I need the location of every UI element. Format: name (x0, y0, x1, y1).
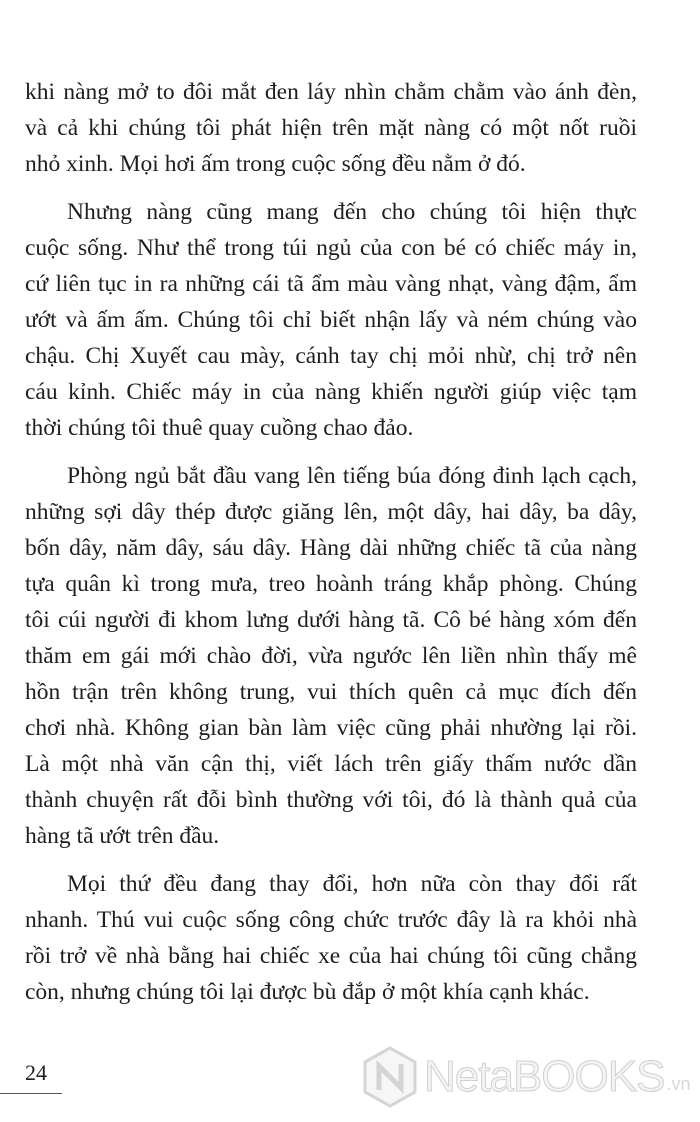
text-line: khi nàng mở to đôi mắt đen láy nhìn chằm chằm vào ánh đèn, (25, 79, 637, 105)
page-number: 24 (25, 1060, 47, 1085)
paragraph (25, 74, 637, 182)
text-line: Phòng ngủ bắt đầu vang lên tiếng búa đóng đinh lạch cạch, (67, 463, 637, 489)
text-line: và cả khi chúng tôi phát hiện trên mặt nàng có một nốt ruồi (25, 115, 637, 141)
text-line: hồn trận trên không trung, vui thích quên cả mục đích đến (25, 679, 637, 705)
text-line: Là một nhà văn cận thị, viết lách trên giấy thấm nước dần (25, 751, 637, 777)
text-line: ướt và ấm ấm. Chúng tôi chỉ biết nhận lấy và ném chúng vào (25, 307, 637, 333)
text-line: tôi cúi người đi khom lưng dưới hàng tã. Cô bé hàng xóm đến (25, 607, 637, 633)
text-line: nhỏ xinh. Mọi hơi ấm trong cuộc sống đều nằm ở đó. (25, 151, 526, 177)
text-line: Nhưng nàng cũng mang đến cho chúng tôi hiện thực (67, 199, 637, 225)
text-line: cứ liên tục in ra những cái tã ẩm màu vàng nhạt, vàng đậm, ẩm (25, 271, 637, 297)
text-line: tựa quân kì trong mưa, treo hoành tráng khắp phòng. Chúng (25, 571, 637, 597)
paragraph (25, 194, 637, 446)
text-line: rồi trở về nhà bằng hai chiếc xe của hai chúng tôi cũng chẳng (25, 943, 637, 969)
text-line: còn, nhưng chúng tôi lại được bù đắp ở một khía cạnh khác. (25, 979, 590, 1005)
text-line: nhanh. Thú vui cuộc sống công chức trước đây là ra khỏi nhà (25, 907, 637, 933)
text-line: cáu kỉnh. Chiếc máy in của nàng khiến người giúp việc tạm (25, 379, 637, 405)
text-line: chậu. Chị Xuyết cau mày, cánh tay chị mỏi nhừ, chị trở nên (25, 343, 637, 369)
page-body (25, 74, 637, 1022)
text-line: cuộc sống. Như thể trong túi ngủ của con bé có chiếc máy in, (25, 235, 637, 261)
text-line: hàng tã ướt trên đầu. (25, 823, 220, 849)
text-line: Mọi thứ đều đang thay đổi, hơn nữa còn thay đổi rất (67, 871, 637, 897)
paragraph (25, 866, 637, 1010)
text-line: bốn dây, năm dây, sáu dây. Hàng dài những chiếc tã của nàng (25, 535, 637, 561)
text-line: thời chúng tôi thuê quay cuồng chao đảo. (25, 415, 414, 441)
paragraph (25, 458, 637, 854)
watermark (362, 1046, 690, 1108)
text-line: những sợi dây thép được giăng lên, một dây, hai dây, ba dây, (25, 499, 637, 525)
text-line: chơi nhà. Không gian bàn làm việc cũng phải nhường lại rồi. (25, 715, 637, 741)
netabooks-logo-icon (362, 1046, 418, 1108)
watermark-name: NetaBOOKS (424, 1052, 665, 1101)
watermark-tld: .vn (666, 1073, 691, 1094)
footer-rule (0, 1093, 62, 1094)
text-line: thành chuyện rất đỗi bình thường với tôi, đó là thành quả của (25, 787, 637, 813)
text-line: thăm em gái mới chào đời, vừa ngước lên liền nhìn thấy mê (25, 643, 637, 669)
